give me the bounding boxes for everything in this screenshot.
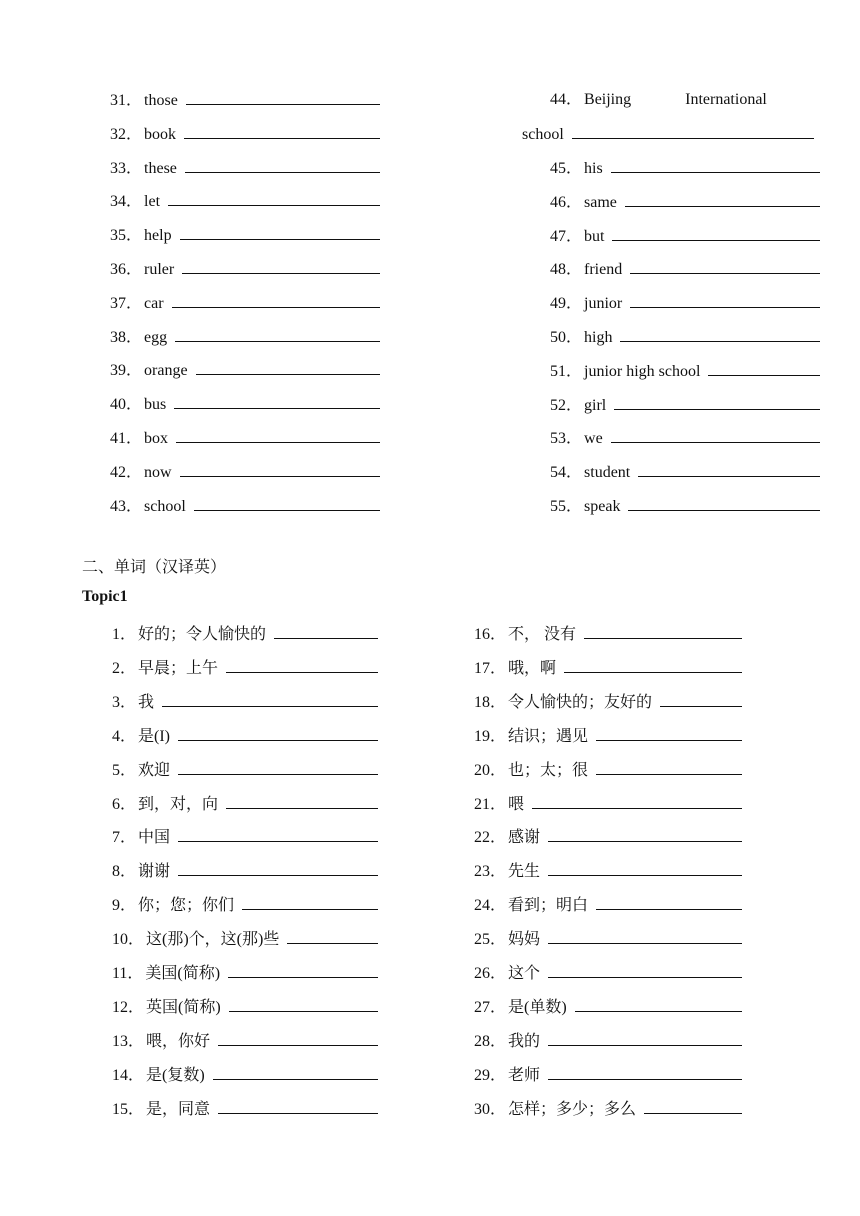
answer-blank[interactable] — [575, 995, 742, 1012]
list-item — [550, 190, 820, 214]
item-number: 51． — [550, 362, 583, 380]
list-item — [474, 893, 742, 917]
answer-blank[interactable] — [182, 257, 380, 274]
item-word: his — [584, 160, 603, 177]
answer-blank[interactable] — [185, 156, 380, 173]
item-number: 23． — [474, 863, 507, 881]
answer-blank[interactable] — [229, 995, 378, 1012]
answer-blank[interactable] — [611, 426, 820, 443]
item-number: 21． — [474, 795, 507, 813]
answer-blank[interactable] — [184, 122, 380, 139]
answer-blank[interactable] — [660, 690, 742, 707]
item-number: 17． — [474, 659, 507, 677]
list-item — [112, 792, 378, 816]
item-word: 看到；明白 — [508, 897, 589, 915]
item-word: 这个 — [508, 965, 541, 982]
item-word: junior — [584, 295, 623, 313]
item-word: 我 — [138, 693, 155, 711]
item-number: 43． — [110, 497, 143, 515]
item-word: junior high school — [584, 362, 701, 380]
item-number: 10． — [112, 931, 145, 949]
item-word: 老师 — [508, 1066, 541, 1084]
item-number: 34． — [110, 193, 143, 211]
item-number: 13． — [112, 1032, 145, 1050]
list-item — [474, 690, 742, 714]
item-word: let — [144, 193, 161, 211]
list-item — [550, 224, 820, 248]
item-number: 26． — [474, 965, 507, 982]
item-number: 40． — [110, 396, 143, 414]
item-number: 22． — [474, 829, 507, 847]
item-word: Beijing — [584, 91, 632, 108]
item-number: 31． — [110, 92, 143, 109]
answer-blank[interactable] — [218, 1029, 378, 1046]
item-word: high — [584, 329, 613, 346]
item-word: 谢谢 — [138, 863, 171, 881]
answer-blank[interactable] — [180, 223, 380, 240]
section-heading: 二、单词（汉译英） — [82, 559, 227, 576]
item-word: 先生 — [508, 863, 541, 881]
list-item — [110, 122, 380, 146]
list-item — [474, 792, 742, 816]
item-word: 英国(简称) — [146, 998, 221, 1016]
answer-blank[interactable] — [186, 88, 380, 105]
list-item — [474, 961, 742, 985]
item-number: 30． — [474, 1100, 507, 1118]
answer-blank[interactable] — [228, 961, 378, 978]
item-number: 53． — [550, 430, 583, 448]
list-item — [112, 893, 378, 917]
item-word: school — [144, 497, 186, 515]
list-item — [550, 460, 820, 484]
answer-blank[interactable] — [178, 825, 378, 842]
list-item — [550, 393, 820, 417]
answer-blank[interactable] — [548, 1063, 742, 1080]
answer-blank[interactable] — [620, 325, 820, 342]
list-item — [112, 995, 378, 1019]
answer-blank[interactable] — [596, 893, 742, 910]
item-word: 你；您；你们 — [138, 897, 235, 915]
list-item — [112, 1063, 378, 1087]
list-item — [112, 859, 378, 883]
item-number: 47． — [550, 227, 583, 245]
answer-blank[interactable] — [174, 392, 380, 409]
item-number: 7． — [112, 829, 137, 847]
item-word: 美国(简称) — [145, 965, 221, 982]
item-number: 16． — [474, 626, 507, 643]
item-number: 19． — [474, 727, 507, 745]
list-item — [110, 223, 380, 247]
list-item — [110, 156, 380, 180]
answer-blank[interactable] — [287, 927, 378, 944]
list-item — [110, 358, 380, 382]
list-item — [112, 656, 378, 680]
list-item — [110, 392, 380, 416]
list-item — [474, 622, 742, 646]
item-word: 令人愉快的；友好的 — [508, 693, 653, 711]
list-item — [112, 825, 378, 849]
answer-blank[interactable] — [178, 859, 378, 876]
item-number: 55． — [550, 498, 583, 515]
item-number: 2． — [112, 659, 137, 677]
item-number: 27． — [474, 998, 507, 1016]
answer-blank[interactable] — [178, 758, 378, 775]
list-item — [110, 189, 380, 213]
item-number: 39． — [110, 362, 143, 380]
answer-blank[interactable] — [532, 792, 742, 809]
list-item — [112, 724, 378, 748]
list-item — [110, 88, 380, 112]
item-number: 52． — [550, 396, 583, 414]
list-item — [550, 426, 820, 450]
answer-blank[interactable] — [584, 622, 742, 639]
item-number: 15． — [112, 1100, 145, 1118]
answer-blank[interactable] — [644, 1097, 742, 1114]
item-number: 18． — [474, 693, 507, 711]
item-word: 是，同意 — [146, 1100, 211, 1118]
answer-blank[interactable] — [226, 792, 378, 809]
item-word: bus — [144, 396, 167, 414]
item-word: box — [144, 430, 169, 447]
item-number: 49． — [550, 295, 583, 313]
answer-blank[interactable] — [596, 758, 742, 775]
item-number: 9． — [112, 897, 137, 915]
item-number: 32． — [110, 125, 143, 143]
item-word: student — [584, 464, 631, 482]
list-item — [550, 291, 820, 315]
item-number: 44． — [550, 91, 583, 108]
item-word: egg — [144, 328, 168, 346]
list-item — [550, 325, 820, 349]
item-number: 36． — [110, 261, 143, 278]
list-item — [110, 257, 380, 281]
list-item — [474, 724, 742, 748]
list-item — [474, 927, 742, 951]
item-number: 37． — [110, 294, 143, 312]
answer-blank[interactable] — [548, 927, 742, 944]
list-item — [474, 995, 742, 1019]
item-word: book — [144, 125, 177, 143]
item-word: ruler — [144, 261, 175, 278]
item-word: those — [144, 92, 178, 109]
answer-blank[interactable] — [564, 656, 742, 673]
item-number: 42． — [110, 463, 143, 481]
answer-blank[interactable] — [596, 724, 742, 741]
item-number: 48． — [550, 261, 583, 279]
answer-blank[interactable] — [168, 189, 380, 206]
item-number: 41． — [110, 430, 143, 447]
item-word: 感谢 — [508, 829, 541, 847]
list-item — [550, 494, 820, 518]
item-word: orange — [144, 362, 188, 380]
item-word: but — [584, 227, 605, 245]
item-word: 喂，你好 — [146, 1032, 211, 1050]
item-number: 35． — [110, 227, 143, 245]
answer-blank[interactable] — [226, 656, 378, 673]
item-word: 这(那)个，这(那)些 — [146, 931, 280, 949]
item-number: 54． — [550, 464, 583, 482]
answer-blank[interactable] — [572, 122, 814, 139]
list-item — [550, 156, 820, 180]
item-number: 28． — [474, 1032, 507, 1050]
list-item — [474, 1097, 742, 1121]
list-item — [110, 426, 380, 450]
list-item — [110, 325, 380, 349]
item-number: 46． — [550, 193, 583, 211]
item-word: 是(复数) — [146, 1066, 205, 1084]
item-number: 6． — [112, 795, 137, 813]
answer-blank[interactable] — [180, 460, 380, 477]
list-item — [112, 927, 378, 951]
item-number: 12． — [112, 998, 145, 1016]
list-item — [112, 961, 378, 985]
answer-blank[interactable] — [638, 460, 820, 477]
item-word: 哦，啊 — [508, 659, 557, 677]
list-item — [110, 460, 380, 484]
item-word: 怎样；多少；多么 — [508, 1100, 637, 1118]
item-word: school — [522, 126, 564, 143]
item-word: International — [685, 91, 767, 108]
list-item — [112, 622, 378, 646]
item-number: 1． — [112, 626, 137, 643]
answer-blank[interactable] — [611, 156, 820, 173]
item-word: help — [144, 227, 172, 245]
list-item — [474, 825, 742, 849]
answer-blank[interactable] — [614, 393, 820, 410]
answer-blank[interactable] — [175, 325, 380, 342]
answer-blank[interactable] — [612, 224, 820, 241]
item-number: 14． — [112, 1066, 145, 1084]
item-number: 24． — [474, 897, 507, 915]
list-item — [550, 359, 820, 383]
answer-blank[interactable] — [548, 859, 742, 876]
list-item — [474, 758, 742, 782]
list-item — [550, 88, 767, 112]
item-word: 是(I) — [138, 727, 171, 745]
list-item — [112, 758, 378, 782]
item-word: car — [144, 294, 164, 312]
list-item — [110, 494, 380, 518]
answer-blank[interactable] — [548, 825, 742, 842]
answer-blank[interactable] — [630, 291, 820, 308]
item-word: 中国 — [138, 829, 171, 847]
item-word: 早晨；上午 — [138, 659, 219, 677]
item-word: 结识；遇见 — [508, 727, 589, 745]
item-word: 也；太；很 — [508, 761, 589, 779]
item-word: speak — [584, 498, 621, 515]
item-number: 45． — [550, 160, 583, 177]
item-word: friend — [584, 261, 623, 279]
answer-blank[interactable] — [194, 494, 380, 511]
item-number: 4． — [112, 727, 137, 745]
item-number: 29． — [474, 1066, 507, 1084]
item-word: 喂 — [508, 795, 525, 813]
topic-title: Topic1 — [82, 588, 128, 605]
item-number: 5． — [112, 761, 137, 779]
answer-blank[interactable] — [625, 190, 820, 207]
item-number: 50． — [550, 329, 583, 346]
list-item — [110, 291, 380, 315]
item-number: 25． — [474, 931, 507, 949]
item-word: 好的；令人愉快的 — [138, 626, 267, 643]
answer-blank[interactable] — [708, 359, 820, 376]
item-number: 11． — [112, 965, 144, 982]
list-item — [550, 257, 820, 281]
answer-blank[interactable] — [213, 1063, 378, 1080]
item-word: girl — [584, 396, 607, 414]
item-word: now — [144, 463, 172, 481]
item-word: 是(单数) — [508, 998, 567, 1016]
item-number: 38． — [110, 328, 143, 346]
item-word: 妈妈 — [508, 931, 541, 949]
item-word: 欢迎 — [138, 761, 171, 779]
item-word: 不， 没有 — [508, 626, 577, 643]
list-item-continuation — [520, 122, 814, 146]
answer-blank[interactable] — [274, 622, 378, 639]
list-item — [112, 1029, 378, 1053]
answer-blank[interactable] — [196, 358, 380, 375]
item-number: 33． — [110, 159, 143, 177]
answer-blank[interactable] — [630, 257, 820, 274]
list-item — [474, 859, 742, 883]
list-item — [112, 1097, 378, 1121]
list-item — [474, 1029, 742, 1053]
list-item — [474, 1063, 742, 1087]
answer-blank[interactable] — [172, 291, 380, 308]
item-number: 8． — [112, 863, 137, 881]
answer-blank[interactable] — [548, 961, 742, 978]
item-word: same — [584, 193, 617, 211]
list-item — [112, 690, 378, 714]
answer-blank[interactable] — [162, 690, 378, 707]
answer-blank[interactable] — [218, 1097, 378, 1114]
item-number: 20． — [474, 761, 507, 779]
item-word: 到，对，向 — [138, 795, 219, 813]
item-number: 3． — [112, 693, 137, 711]
answer-blank[interactable] — [242, 893, 378, 910]
answer-blank[interactable] — [548, 1029, 742, 1046]
list-item — [474, 656, 742, 680]
answer-blank[interactable] — [178, 724, 378, 741]
answer-blank[interactable] — [176, 426, 380, 443]
item-word: we — [584, 430, 603, 448]
item-word: 我的 — [508, 1032, 541, 1050]
item-word: these — [144, 159, 177, 177]
answer-blank[interactable] — [628, 494, 820, 511]
